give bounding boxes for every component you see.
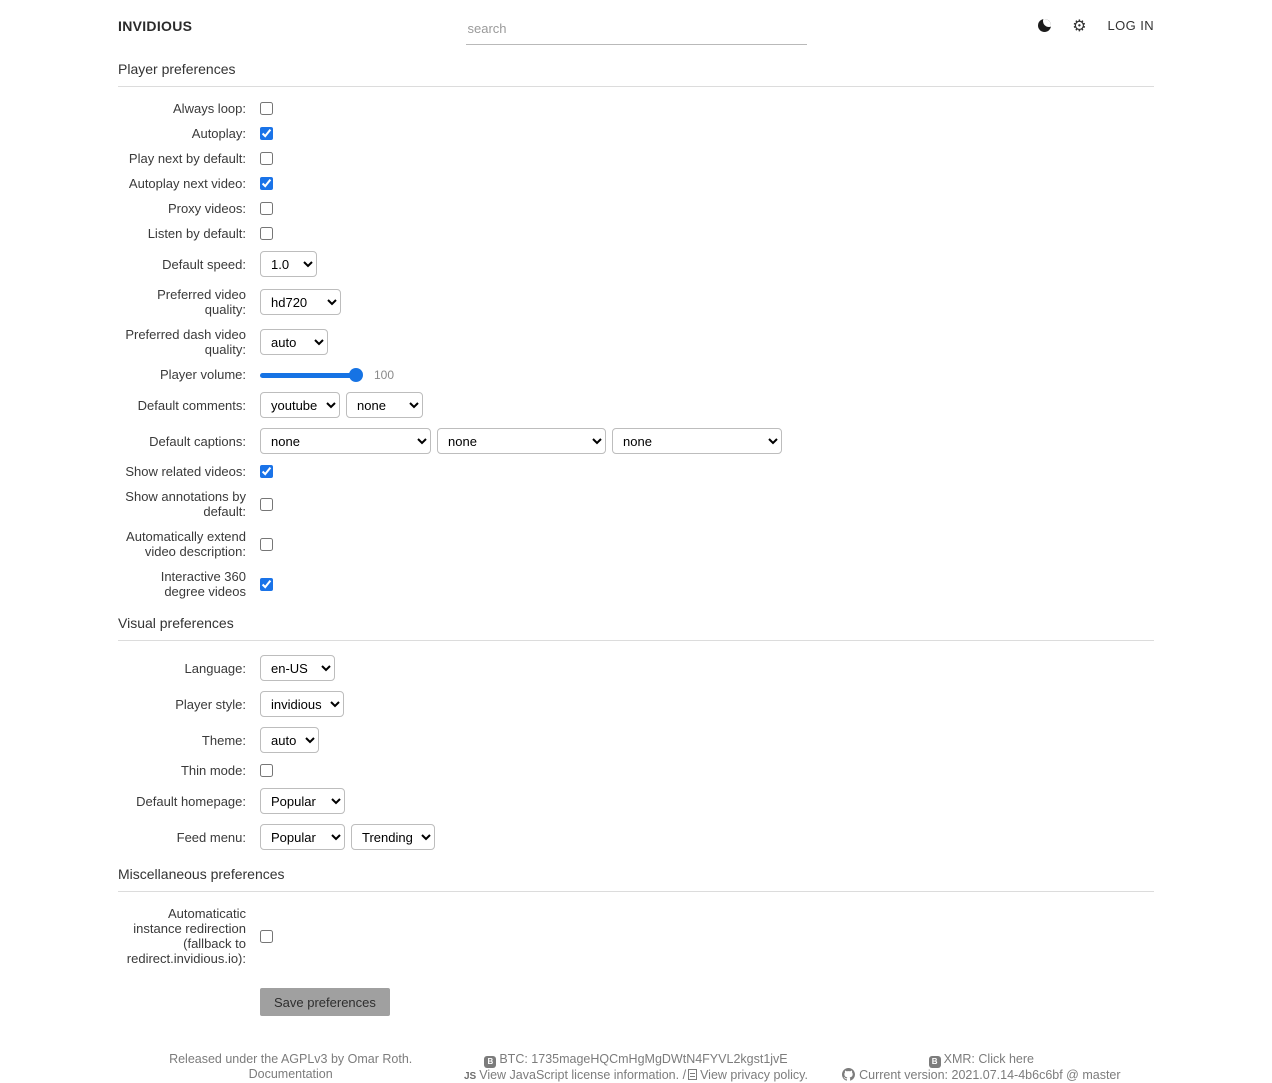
player-preferences-title: Player preferences — [118, 61, 1154, 87]
xmr-click-here-link[interactable]: Click here — [978, 1052, 1034, 1066]
pref-row-comments — [118, 392, 1154, 418]
pref-row-proxy-videos — [118, 201, 1154, 216]
homepage-label: Default homepage: — [136, 793, 246, 809]
theme-label: Theme: — [201, 732, 246, 748]
feed-menu-label: Feed menu: — [176, 829, 246, 845]
license-text: Released under the AGPLv3 by Omar Roth. — [169, 1052, 413, 1066]
footer-donate-column — [463, 1052, 808, 1083]
vr360-label: Interactive 360 degree videos — [160, 569, 246, 599]
proxy-videos-checkbox[interactable] — [260, 202, 273, 215]
pref-row-extend-desc — [118, 529, 1154, 559]
comments-primary-select[interactable] — [260, 392, 340, 418]
comments-fallback-select[interactable] — [346, 392, 423, 418]
page — [118, 0, 1154, 1083]
github-icon — [842, 1068, 855, 1081]
pref-row-volume — [118, 367, 1154, 382]
visual-preferences-title: Visual preferences — [118, 615, 1154, 641]
captions-third-select[interactable] — [612, 428, 782, 454]
default-captions-label: Default captions: — [149, 433, 246, 449]
pref-row-default-speed — [118, 251, 1154, 277]
feed-menu-second-select[interactable] — [351, 824, 435, 850]
language-label: Language: — [184, 660, 246, 676]
thin-mode-checkbox[interactable] — [260, 764, 273, 777]
save-row — [118, 988, 1154, 1016]
pref-row-language — [118, 655, 1154, 681]
player-style-select[interactable] — [260, 691, 344, 717]
header-actions — [807, 18, 1155, 33]
xmr-label: XMR: — [943, 1052, 975, 1066]
pref-row-vr360 — [118, 569, 1154, 599]
dark-mode-moon-icon[interactable] — [1038, 19, 1051, 32]
instance-redirect-label: Automaticatic instance redirection (fallback to redirect.invidious.io): — [126, 906, 246, 966]
preferences-gear-icon[interactable]: ⚙ — [1072, 16, 1087, 35]
pref-row-always-loop — [118, 101, 1154, 116]
pref-row-listen-default — [118, 226, 1154, 241]
autoplay-checkbox[interactable] — [260, 127, 273, 140]
player-style-label: Player style: — [175, 696, 246, 712]
dash-quality-select[interactable] — [260, 329, 328, 355]
pref-row-theme — [118, 727, 1154, 753]
language-select[interactable] — [260, 655, 335, 681]
pref-row-player-style — [118, 691, 1154, 717]
btc-address-text: BTC: 1735mageHQCmHgMgDWtN4FYVL2kgst1jvE — [499, 1052, 788, 1066]
page-footer — [118, 1052, 1154, 1083]
dash-quality-label: Preferred dash video quality: — [125, 327, 246, 357]
pref-row-annotations — [118, 489, 1154, 519]
footer-separator: / — [682, 1067, 687, 1082]
slider-track — [260, 373, 361, 378]
slider-thumb[interactable] — [349, 368, 363, 382]
vr360-checkbox[interactable] — [260, 578, 273, 591]
extend-description-checkbox[interactable] — [260, 538, 273, 551]
footer-version-column — [809, 1052, 1154, 1083]
pref-row-feed-menu — [118, 824, 1154, 850]
pref-row-captions — [118, 428, 1154, 454]
top-bar — [118, 0, 1154, 45]
save-preferences-button[interactable]: Save preferences — [260, 988, 390, 1016]
visual-preferences-section — [118, 655, 1154, 850]
search-input[interactable] — [466, 18, 807, 45]
thin-mode-label: Thin mode: — [180, 763, 246, 778]
video-quality-select[interactable] — [260, 289, 341, 315]
search-area — [466, 18, 807, 45]
player-preferences-section — [118, 101, 1154, 599]
listen-default-checkbox[interactable] — [260, 227, 273, 240]
annotations-label: Show annotations by default: — [125, 489, 246, 519]
documentation-link[interactable]: Documentation — [248, 1067, 333, 1081]
pref-row-instance-redirect — [118, 906, 1154, 966]
always-loop-label: Always loop: — [173, 101, 246, 116]
captions-first-select[interactable] — [260, 428, 431, 454]
privacy-file-icon — [688, 1069, 697, 1080]
btc-coin-icon: B — [484, 1056, 496, 1068]
log-in-link[interactable]: LOG IN — [1107, 18, 1154, 33]
captions-second-select[interactable] — [437, 428, 606, 454]
theme-select[interactable] — [260, 727, 319, 753]
volume-value: 100 — [374, 367, 395, 382]
pref-row-homepage — [118, 788, 1154, 814]
js-license-link[interactable]: View JavaScript license information. — [479, 1067, 680, 1082]
footer-license-column — [118, 1052, 463, 1083]
instance-redirect-checkbox[interactable] — [260, 930, 273, 943]
always-loop-checkbox[interactable] — [260, 102, 273, 115]
annotations-checkbox[interactable] — [260, 498, 273, 511]
pref-row-autoplay — [118, 126, 1154, 141]
pref-row-video-quality — [118, 287, 1154, 317]
extend-description-label: Automatically extend video description: — [126, 529, 246, 559]
homepage-select[interactable] — [260, 788, 345, 814]
xmr-coin-icon: B — [929, 1056, 941, 1068]
pref-row-thin-mode — [118, 763, 1154, 778]
pref-row-autoplay-next — [118, 176, 1154, 191]
brand-link[interactable]: INVIDIOUS — [118, 18, 193, 34]
default-speed-select[interactable] — [260, 251, 317, 277]
player-volume-label: Player volume: — [160, 367, 246, 382]
misc-preferences-title: Miscellaneous preferences — [118, 866, 1154, 892]
pref-row-play-next — [118, 151, 1154, 166]
default-speed-label: Default speed: — [162, 256, 246, 272]
player-volume-slider[interactable] — [260, 368, 361, 382]
video-quality-label: Preferred video quality: — [157, 287, 246, 317]
play-next-checkbox[interactable] — [260, 152, 273, 165]
play-next-label: Play next by default: — [128, 151, 246, 166]
brand-area — [118, 18, 466, 34]
version-text: Current version: 2021.07.14-4b6c6bf @ master — [859, 1067, 1121, 1082]
pref-row-dash-quality — [118, 327, 1154, 357]
privacy-policy-link[interactable]: View privacy policy. — [700, 1067, 808, 1082]
related-videos-checkbox[interactable] — [260, 465, 273, 478]
javascript-icon: JS — [463, 1070, 477, 1082]
autoplay-next-label: Autoplay next video: — [128, 176, 246, 191]
default-comments-label: Default comments: — [137, 397, 246, 413]
autoplay-label: Autoplay: — [191, 126, 246, 141]
listen-default-label: Listen by default: — [147, 226, 246, 241]
feed-menu-first-select[interactable] — [260, 824, 345, 850]
misc-preferences-section — [118, 906, 1154, 966]
proxy-videos-label: Proxy videos: — [167, 201, 246, 216]
pref-row-related — [118, 464, 1154, 479]
related-videos-label: Show related videos: — [125, 464, 246, 479]
autoplay-next-checkbox[interactable] — [260, 177, 273, 190]
